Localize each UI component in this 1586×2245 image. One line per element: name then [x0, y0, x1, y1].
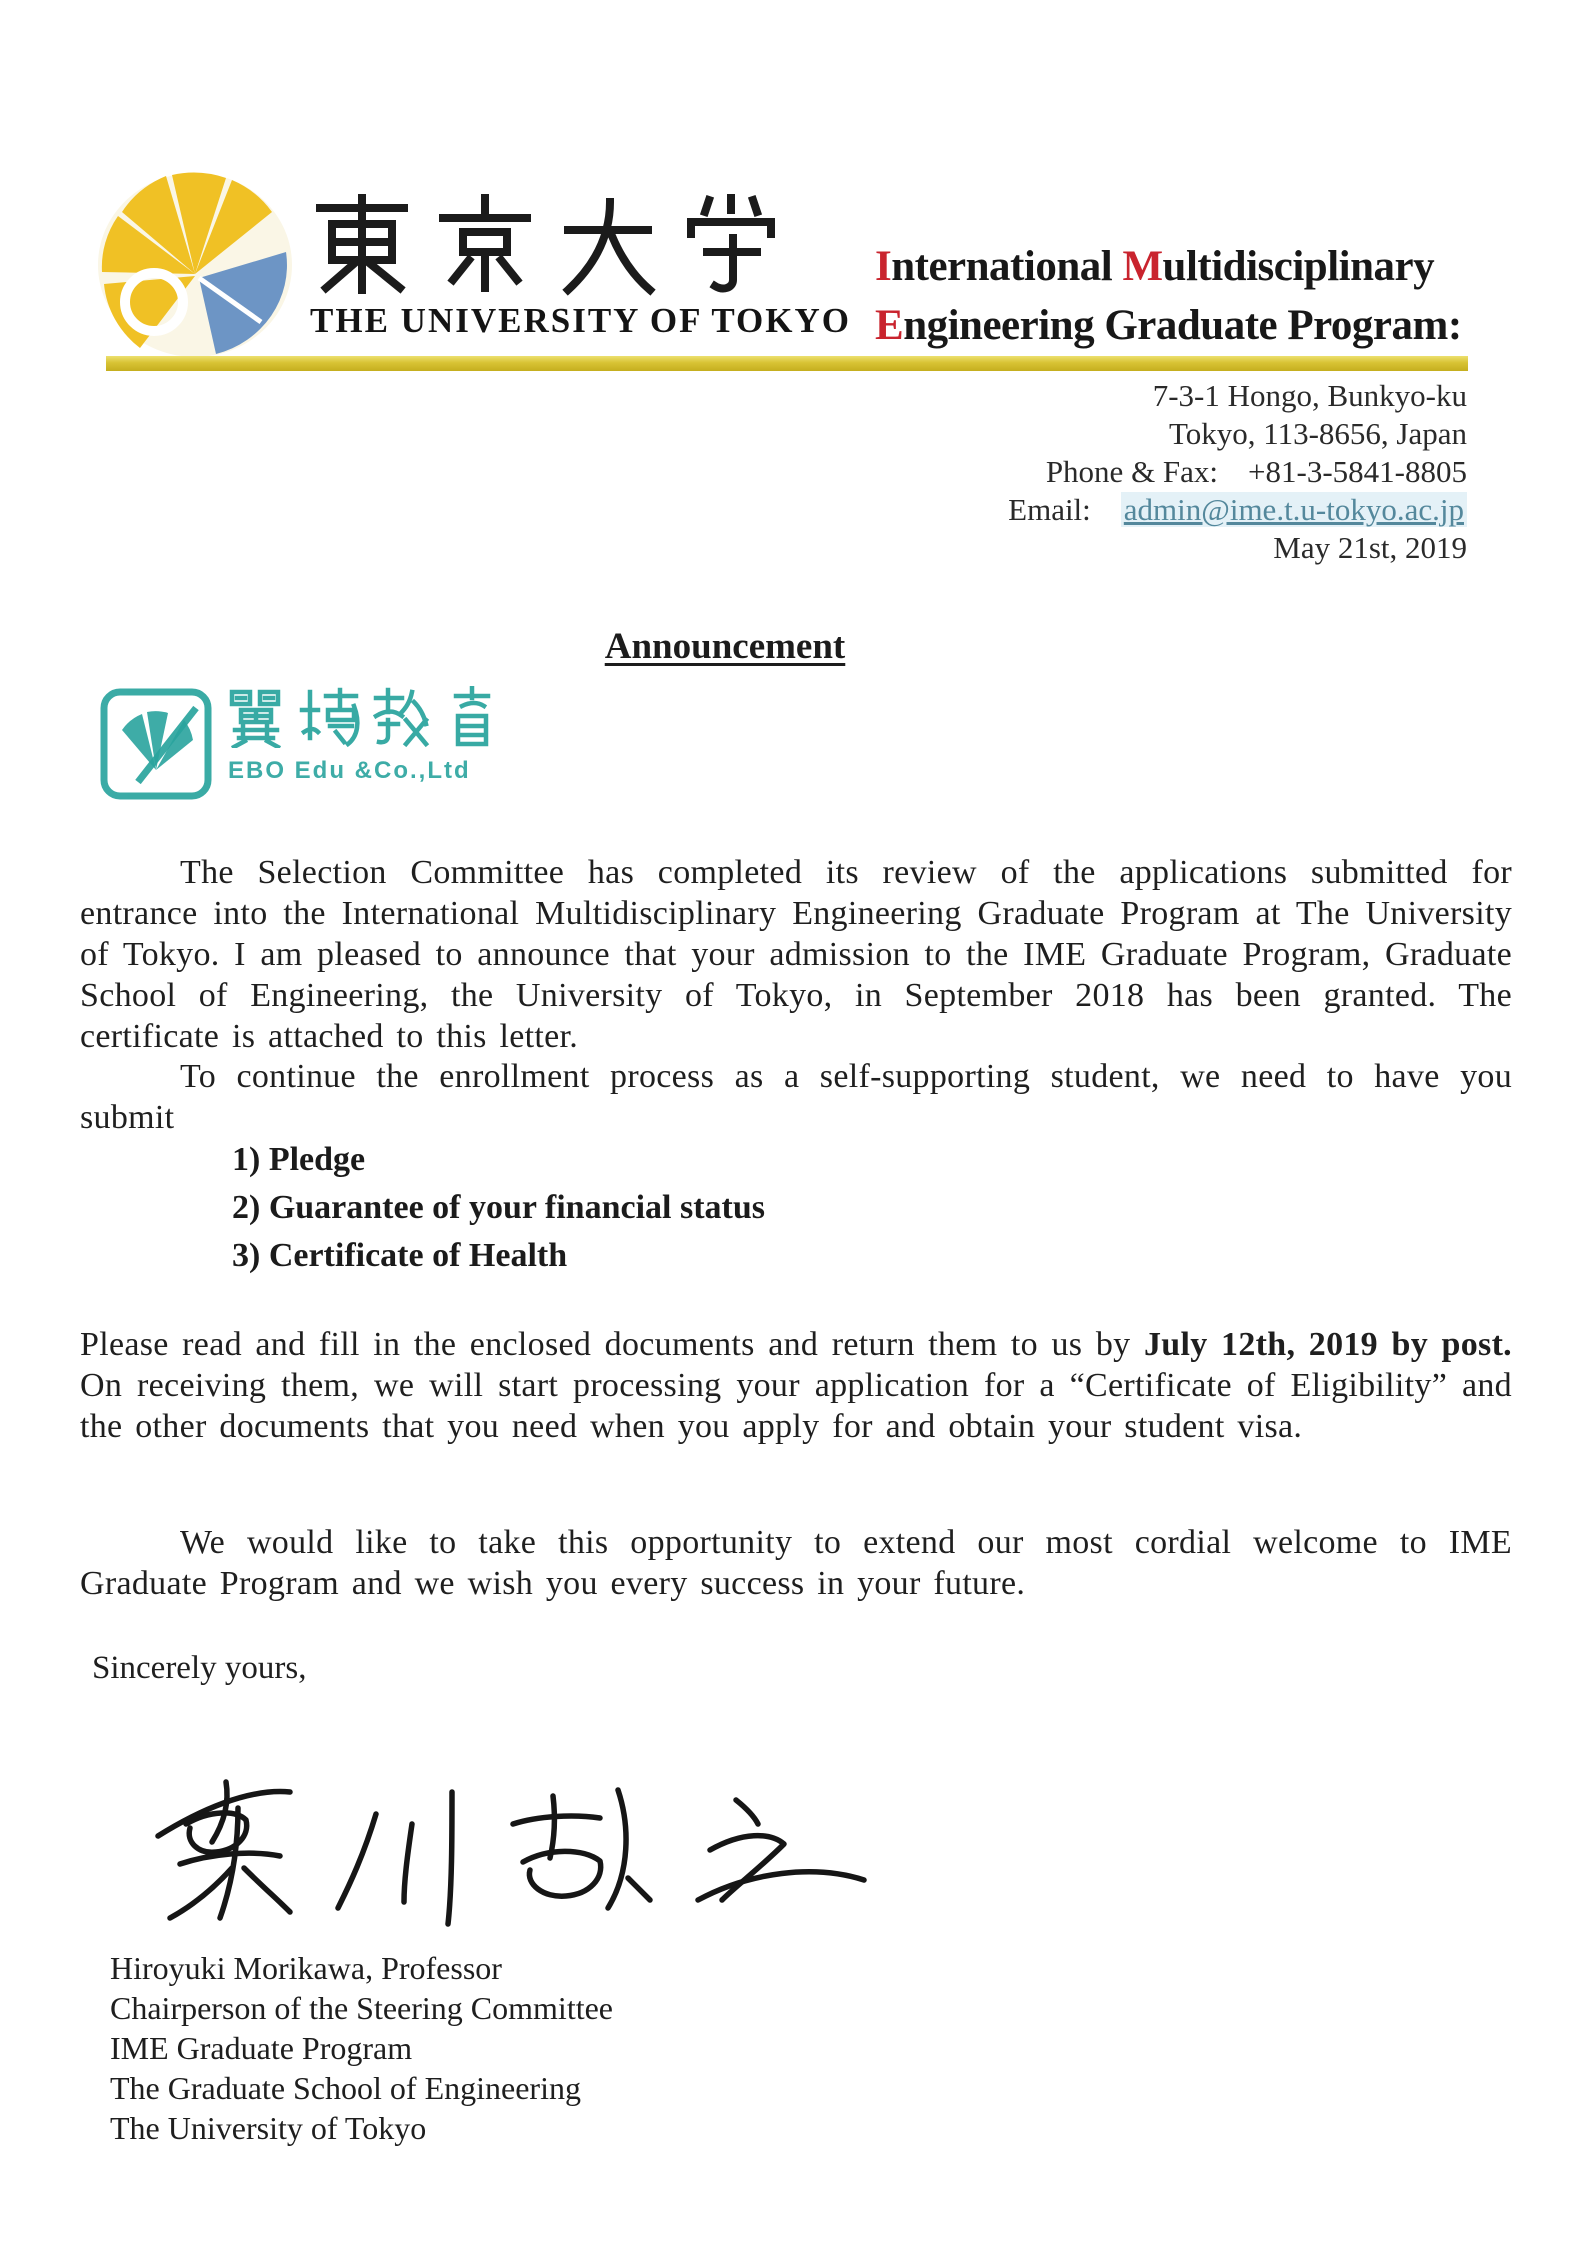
signature-block-line: Hiroyuki Morikawa, Professor: [110, 1950, 502, 1986]
letter-date: May 21st, 2019: [1273, 530, 1467, 565]
contact-block: [1008, 377, 1467, 567]
required-document-item: 2) Guarantee of your financial status: [232, 1189, 765, 1226]
text-segment: On receiving them, we will start processing your application for a “Certificate of Eligibility” and the other documents that you need when you apply for and obtain your student visa.: [80, 1367, 1512, 1445]
paragraph-3: [80, 1324, 1512, 1447]
program-title-line2: [875, 296, 1515, 355]
address-line1: 7-3-1 Hongo, Bunkyo-ku: [1152, 378, 1467, 413]
email-link[interactable]: admin@ime.t.u-tokyo.ac.jp: [1121, 492, 1467, 527]
text-segment: ultidisciplinary: [1162, 243, 1435, 290]
required-documents-list: [232, 1136, 765, 1280]
required-document-item: 3) Certificate of Health: [232, 1237, 568, 1274]
email-label: Email:: [1008, 492, 1091, 527]
signature-block-line: The Graduate School of Engineering: [110, 2070, 581, 2106]
utokyo-ginkgo-logo: [96, 172, 294, 358]
text-segment: We would like to take this opportunity to extend our most cordial welcome to IME Graduate Program and we wish you every success in your future.: [80, 1524, 1512, 1602]
text-segment: nternational: [891, 243, 1123, 290]
ebo-name-cn: [228, 686, 506, 748]
text-segment: Please read and fill in the enclosed documents and return them to us by: [80, 1326, 1144, 1363]
text-segment: E: [875, 302, 904, 349]
address-line2: Tokyo, 113-8656, Japan: [1168, 416, 1467, 451]
text-segment: I: [875, 243, 892, 290]
paragraph-1: [80, 852, 1512, 1057]
required-document-item: 1) Pledge: [232, 1141, 366, 1178]
signature-block-line: Chairperson of the Steering Committee: [110, 1990, 613, 2026]
text-segment: To continue the enrollment process as a self-supporting student, we need to have you submit: [80, 1058, 1512, 1136]
phone-label: Phone & Fax:: [1045, 454, 1219, 489]
phone-value: +81-3-5841-8805: [1248, 454, 1467, 489]
letterhead-rule: [106, 356, 1468, 371]
email-line: [1008, 491, 1467, 529]
phone-line: [1008, 453, 1467, 491]
letter-heading: Announcement: [604, 626, 846, 667]
handwritten-signature: [138, 1766, 898, 1931]
ebo-leaf-icon: [98, 686, 214, 802]
program-title: [875, 237, 1515, 355]
university-name-jp: [312, 194, 782, 299]
text-segment: ngineering Graduate Program:: [903, 302, 1462, 349]
signature-block-line: IME Graduate Program: [110, 2030, 413, 2066]
university-name-en: THE UNIVERSITY OF TOKYO: [310, 301, 851, 340]
paragraph-4: [80, 1522, 1512, 1604]
text-segment: The Selection Committee has completed its review of the applications submitted for entrance into the International Multidisciplinary Engineering Graduate Program at The University of Tokyo. I am pleased to announce that your admission to the IME Graduate Program, Graduate School of Engineering, the University of Tokyo, in September 2018 has been granted. The certificate is attached to this letter.: [80, 854, 1512, 1055]
text-segment: July 12th, 2019 by post.: [1143, 1326, 1512, 1363]
ebo-watermark: [98, 686, 506, 802]
program-title-line1: [875, 237, 1515, 296]
closing-line: Sincerely yours,: [92, 1650, 307, 1686]
signature-block: [110, 1948, 613, 2148]
text-segment: M: [1122, 243, 1163, 290]
ebo-name-en: EBO Edu &Co.,Ltd: [228, 757, 471, 784]
paragraph-2: [80, 1056, 1512, 1138]
signature-block-line: The University of Tokyo: [110, 2110, 427, 2146]
